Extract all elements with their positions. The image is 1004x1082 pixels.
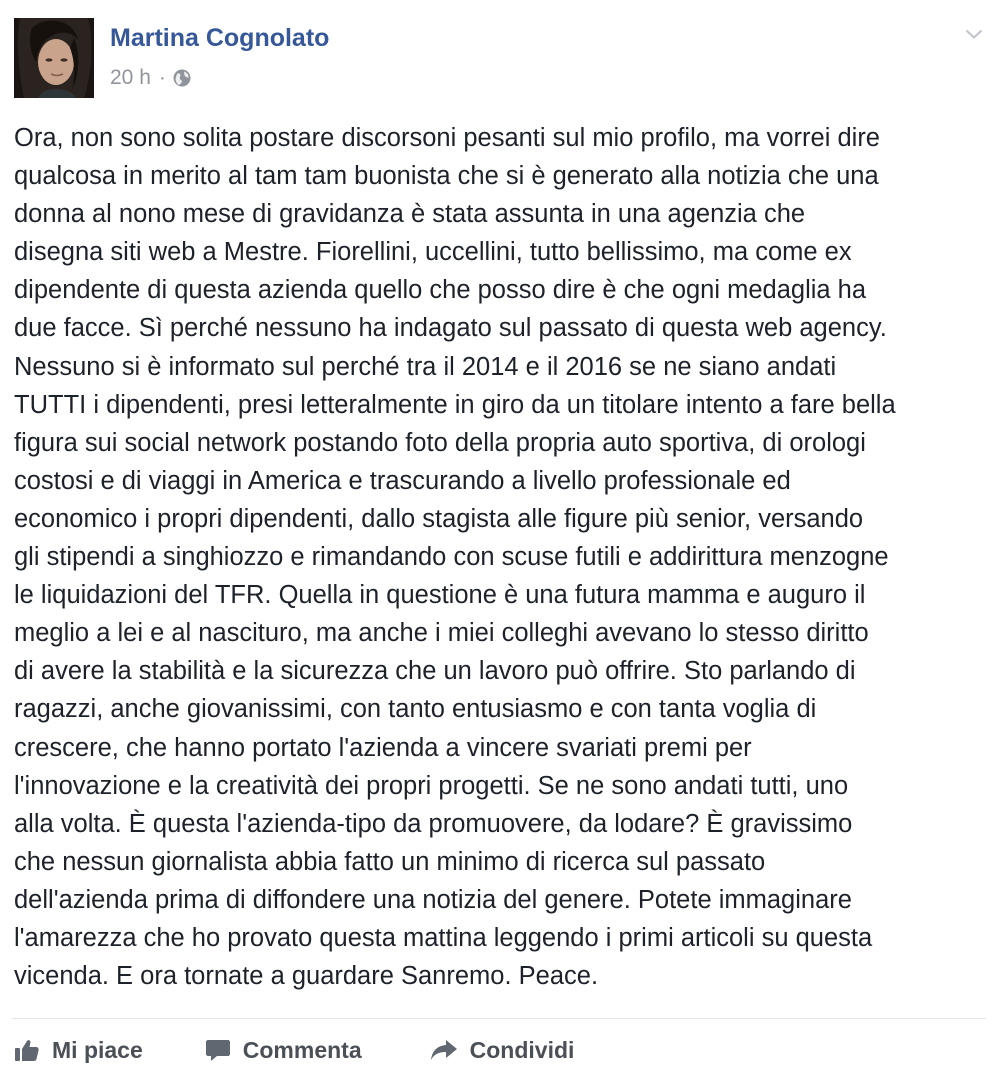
post-body-line: l'innovazione e la creatività dei propri progetti. Se ne sono andati tutti, uno	[14, 771, 849, 800]
share-arrow-icon	[430, 1038, 458, 1062]
comment-button[interactable]	[205, 1037, 362, 1064]
post-body-line: che nessun giornalista abbia fatto un minimo di ricerca sul passato	[14, 847, 766, 876]
post-body-line: TUTTI i dipendenti, presi letteralmente in giro da un titolare intento a fare bella	[14, 390, 896, 419]
post-body-line: l'amarezza che ho provato questa mattina leggendo i primi articoli su questa	[14, 923, 873, 952]
author-name-link[interactable]: Martina Cognolato	[110, 24, 330, 52]
post-body	[14, 119, 990, 995]
post-body-line: Ora, non sono solita postare discorsoni pesanti sul mio profilo, ma vorrei dire	[14, 124, 880, 152]
share-button[interactable]	[430, 1037, 575, 1064]
post-meta	[110, 66, 192, 90]
post-body-line: qualcosa in merito al tam tam buonista che si è generato alla notizia che una	[14, 162, 879, 191]
post-body-line: dipendente di questa azienda quello che posso dire è che ogni medaglia ha	[14, 276, 867, 305]
post-body-line: Nessuno si è informato sul perché tra il 2014 e il 2016 se ne siano andati	[14, 352, 837, 381]
post-body-line: meglio a lei e al nascituro, ma anche i miei colleghi avevano lo stesso diritto	[14, 619, 869, 648]
profile-photo	[14, 18, 94, 98]
post-body-line: le liquidazioni del TFR. Quella in questione è una futura mamma e auguro il	[14, 581, 866, 610]
post-body-line: disegna siti web a Mestre. Fiorellini, uccellini, tutto bellissimo, ma come ex	[14, 238, 852, 267]
comment-label: Commenta	[242, 1036, 362, 1063]
post-body-line: crescere, che hanno portato l'azienda a vincere svariati premi per	[14, 733, 752, 762]
post-timestamp[interactable]: 20 h	[110, 66, 151, 89]
comment-icon	[205, 1038, 231, 1062]
chevron-down-icon[interactable]	[962, 22, 986, 46]
avatar[interactable]	[14, 18, 94, 98]
divider	[12, 1018, 986, 1019]
thumbs-up-icon	[14, 1038, 40, 1062]
post-body-line: donna al nono mese di gravidanza è stata assunta in una agenzia che	[14, 200, 806, 229]
post-body-line: figura sui social network postando foto della propria auto sportiva, di orologi	[14, 428, 866, 457]
post-body-line: di avere la stabilità e la sicurezza che un lavoro può offrire. Sto parlando di	[14, 657, 856, 686]
like-label: Mi piace	[52, 1036, 143, 1063]
post-body-line: vicenda. E ora tornate a guardare Sanremo. Peace.	[14, 962, 599, 991]
post-body-line: economico i propri dipendenti, dallo stagista alle figure più senior, versando	[14, 504, 864, 533]
post-body-line: dell'azienda prima di diffondere una notizia del genere. Potete immaginare	[14, 885, 852, 914]
post-body-line: alla volta. È questa l'azienda-tipo da promuovere, da lodare? È gravissimo	[14, 809, 853, 838]
post-body-line: ragazzi, anche giovanissimi, con tanto entusiasmo e con tanta voglia di	[14, 695, 817, 724]
like-button[interactable]	[14, 1037, 143, 1064]
post-body-line: costosi e di viaggi in America e trascurando a livello professionale ed	[14, 466, 791, 495]
meta-separator: ·	[158, 66, 166, 89]
post-body-line: due facce. Sì perché nessuno ha indagato sul passato di questa web agency.	[14, 314, 887, 343]
share-label: Condividi	[469, 1036, 575, 1063]
globe-icon[interactable]	[172, 68, 192, 88]
post-body-line: gli stipendi a singhiozzo e rimandando con scuse futili e addirittura menzogne	[14, 543, 889, 572]
post-action-bar	[14, 1032, 574, 1068]
